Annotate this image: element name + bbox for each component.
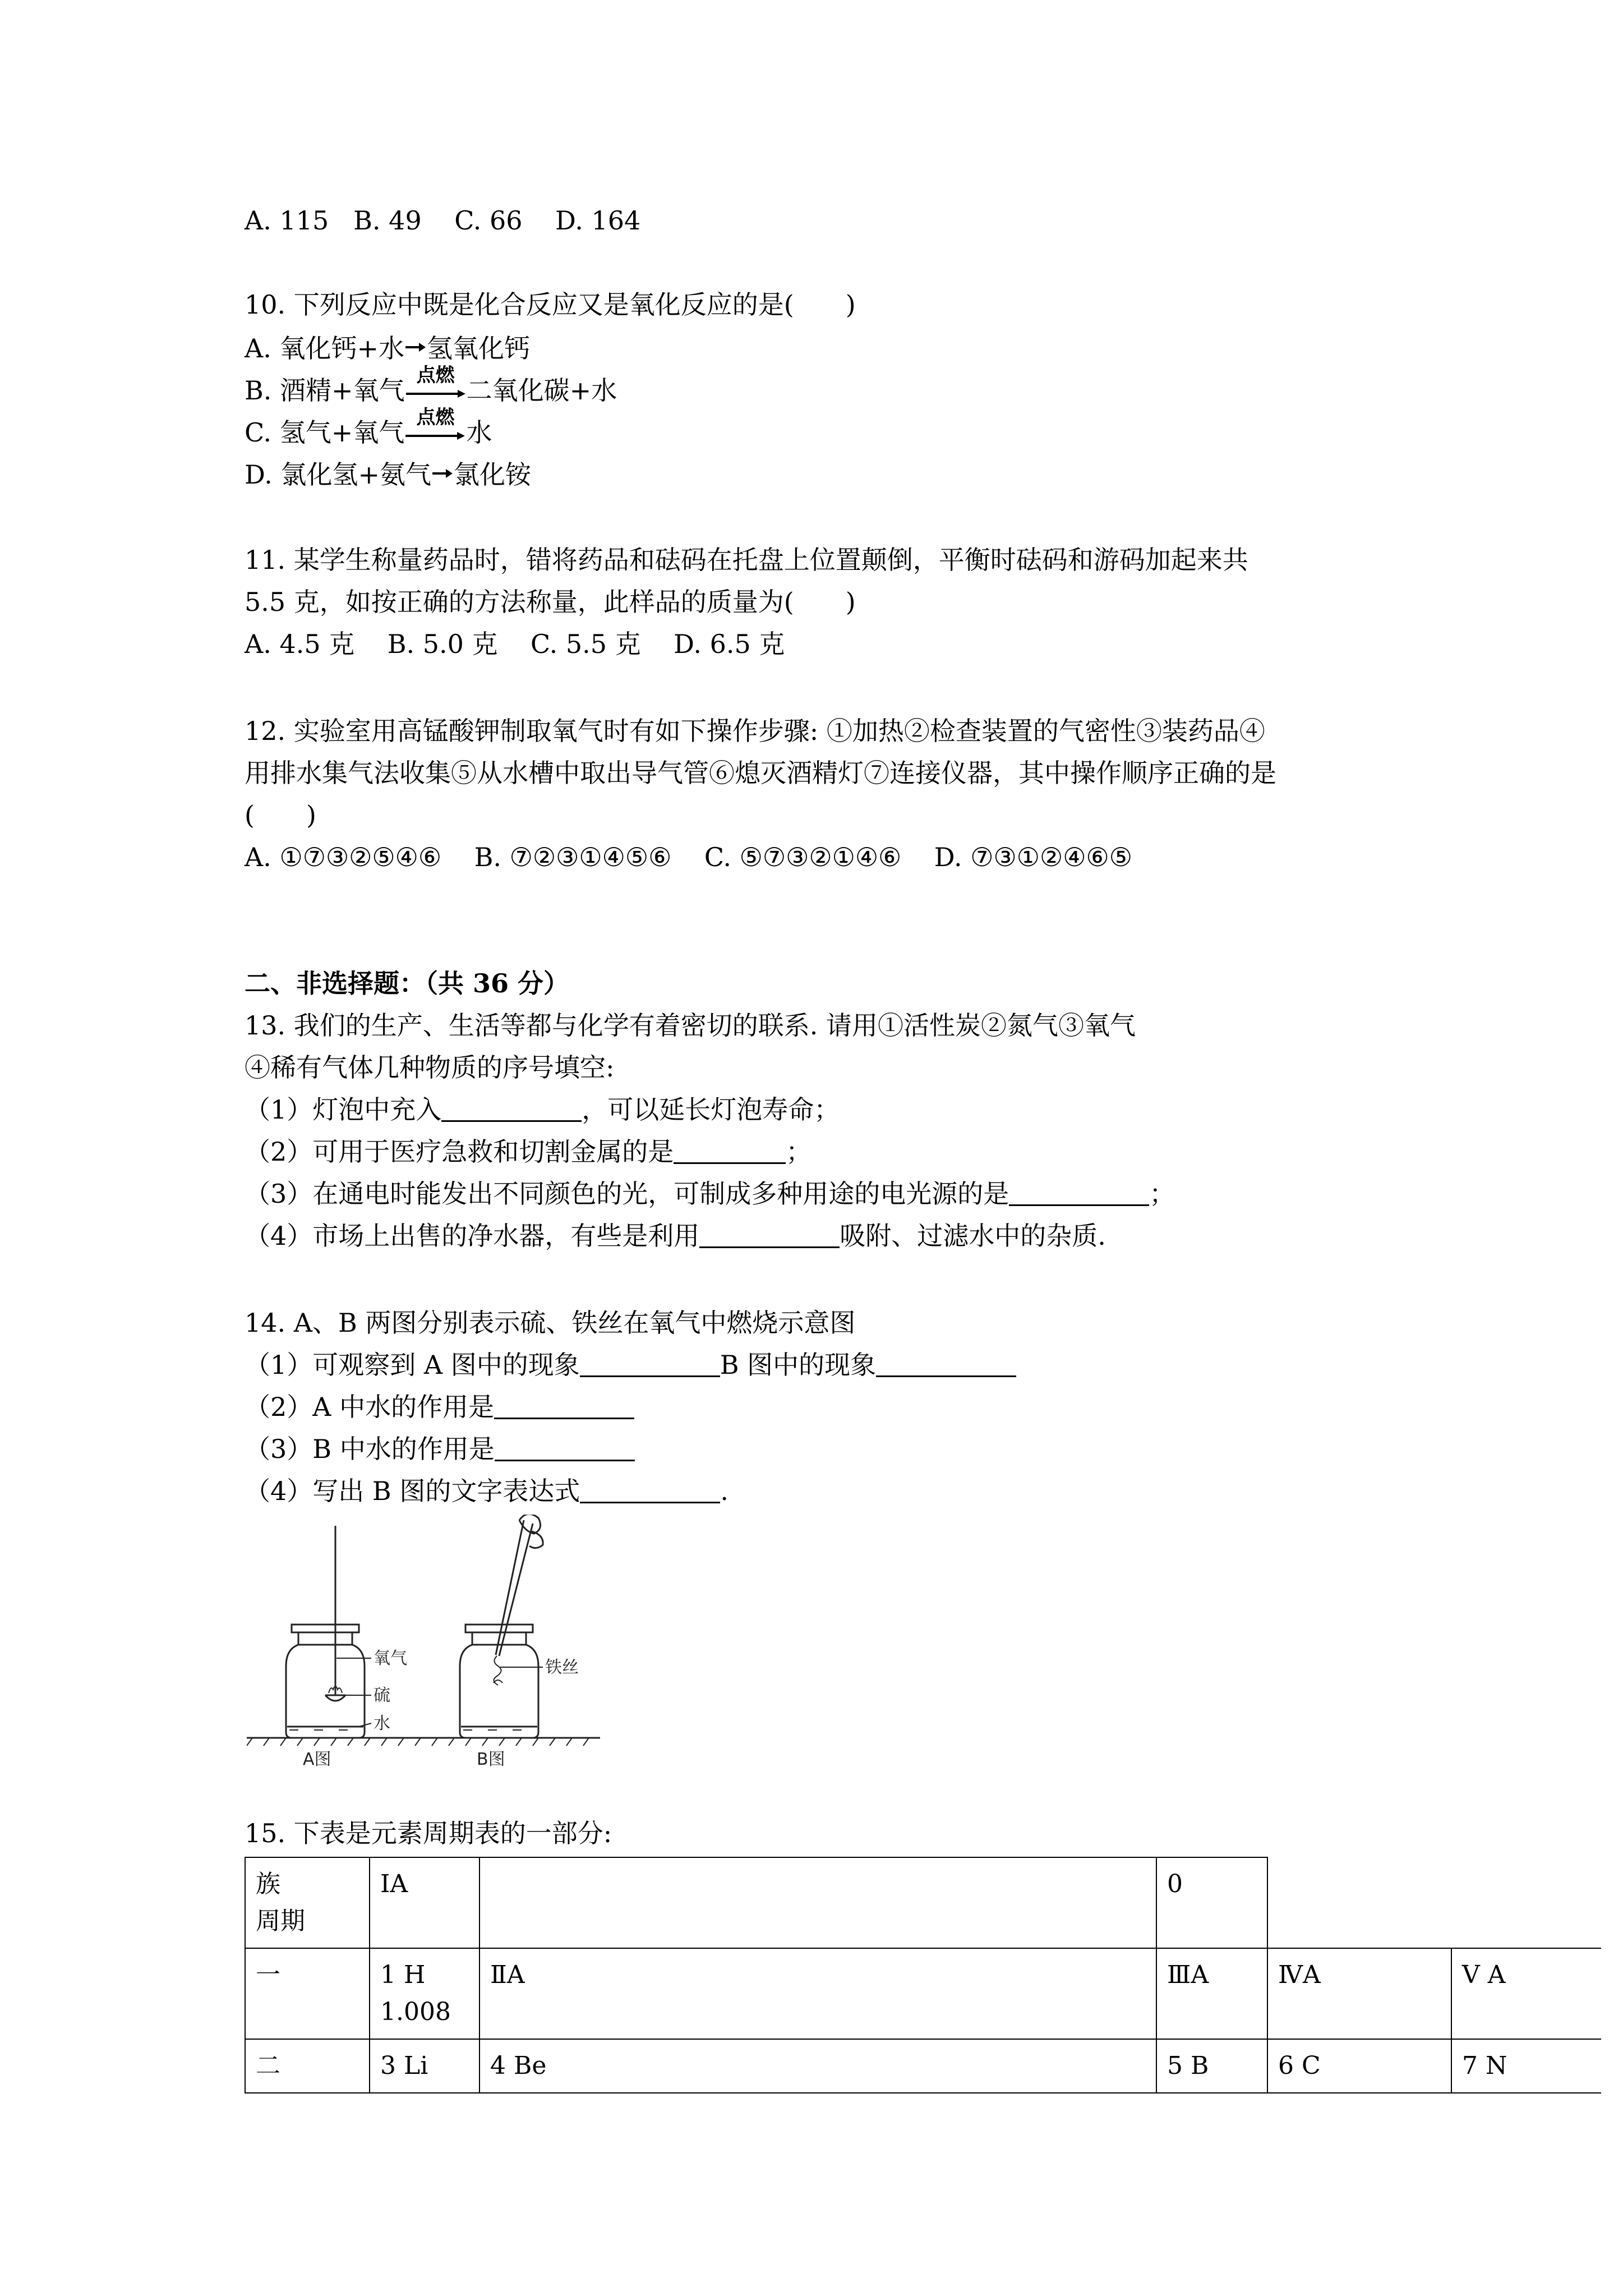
table-cell: 6 C [1267,2039,1451,2093]
table-cell: ⅢA [1156,1948,1267,2039]
q11-line2: 5.5 克，如按正确的方法称量，此样品的质量为( ) [245,587,856,617]
table-cell: 5 B [1156,2039,1267,2093]
q14-sub4: （4）写出 B 图的文字表达式 . [245,1476,728,1506]
q13-sub2: （2）可用于医疗急救和切割金属的是 ； [245,1137,812,1167]
answer-blank[interactable] [580,1479,720,1503]
q10-option-d: D. 氯化氢+氨气 氯化铵 [245,459,532,490]
table-cell: 二 [245,2039,370,2093]
table-cell: 4 Be [479,2039,1156,2093]
q10-option-a: A. 氧化钙+水 氢氧化钙 [245,333,531,364]
table-row [245,1948,1601,2039]
table-cell: ⅣA [1267,1948,1451,2039]
q12-options: A. ①⑦③②⑤④⑥ B. ⑦②③①④⑤⑥ C. ⑤⑦③②①④⑥ D. ⑦③①②④⑥⑤ [245,842,1132,872]
combustion-figure [247,1515,606,1773]
q9-options: A. 115 B. 49 C. 66 D. 164 [245,205,641,236]
table-cell: 3 Li [370,2039,479,2093]
label-figure-b: B图 [477,1750,505,1769]
q13-sub1: （1）灯泡中充入 ，可以延长灯泡寿命； [245,1094,840,1125]
table-cell [479,1857,1156,1948]
label-water: 水 [374,1714,390,1733]
table-cell: Ⅴ A [1451,1948,1601,2039]
table-cell: ⅡA [479,1948,1156,2039]
q11-options: A. 4.5 克 B. 5.0 克 C. 5.5 克 D. 6.5 克 [245,629,785,659]
answer-blank[interactable] [1009,1182,1149,1206]
table-cell [1267,1857,1601,1948]
q13-line2: ④稀有气体几种物质的序号填空: [245,1052,615,1083]
q11-line1: 11. 某学生称量药品时，错将药品和砝码在托盘上位置颠倒，平衡时砝码和游码加起来共 [245,545,1248,575]
answer-blank[interactable] [876,1353,1016,1377]
q12-line3: ( ) [245,800,316,830]
reaction-arrow: 点燃 [404,418,466,444]
q14-stem: 14. A、B 两图分别表示硫、铁丝在氧气中燃烧示意图 [245,1308,856,1338]
q10-stem: 10. 下列反应中既是化合反应又是氧化反应的是( ) [245,289,856,320]
arrow-icon [404,430,466,441]
answer-blank[interactable] [494,1395,634,1419]
q10-option-c: C. 氢气+氧气 点燃 水 [245,406,492,448]
table-cell: 一 [245,1948,370,2039]
q14-sub2: （2）A 中水的作用是 [245,1394,634,1420]
periodic-table [245,1857,1601,2093]
q13-line1: 13. 我们的生产、生活等都与化学有着密切的联系. 请用①活性炭②氮气③氧气 [245,1010,1136,1041]
table-header-cell: 族 周期 [245,1857,370,1948]
table-row [245,1857,1601,1948]
q10-option-b: B. 酒精+氧气 点燃 二氧化碳+水 [245,364,617,406]
table-row [245,2039,1601,2093]
answer-blank[interactable] [495,1437,635,1461]
label-oxygen: 氧气 [374,1649,407,1668]
label-iron-wire: 铁丝 [545,1658,579,1677]
table-cell: ⅠA [370,1857,479,1948]
q15-stem: 15. 下表是元素周期表的一部分: [245,1818,612,1848]
label-sulfur: 硫 [374,1686,390,1705]
q14-sub3: （3）B 中水的作用是 [245,1436,635,1462]
answer-blank[interactable] [699,1224,840,1248]
table-cell: 7 N [1451,2039,1601,2093]
reaction-arrow: 点燃 [405,376,467,402]
arrow-icon [404,334,427,360]
answer-blank[interactable] [441,1098,582,1122]
label-figure-a: A图 [303,1750,331,1769]
answer-blank[interactable] [580,1353,720,1377]
table-cell: 0 [1156,1857,1267,1948]
q12-line1: 12. 实验室用高锰酸钾制取氧气时有如下操作步骤: ①加热②检查装置的气密性③装药品④ [245,716,1265,746]
q14-sub1: （1）可观察到 A 图中的现象 B 图中的现象 [245,1352,1016,1378]
q12-line2: 用排水集气法收集⑤从水槽中取出导气管⑥熄灭酒精灯⑦连接仪器，其中操作顺序正确的是 [245,758,1276,788]
q13-sub4: （4）市场上出售的净水器，有些是利用 吸附、过滤水中的杂质. [245,1221,1106,1251]
q13-sub3: （3）在通电时能发出不同颜色的光，可制成多种用途的电光源的是 ； [245,1179,1175,1209]
arrow-icon [431,460,454,486]
answer-blank[interactable] [674,1140,786,1164]
section-title: 二、非选择题：（共 36 分） [245,968,570,999]
arrow-icon [405,388,467,399]
table-cell: 1 H 1.008 [370,1948,479,2039]
